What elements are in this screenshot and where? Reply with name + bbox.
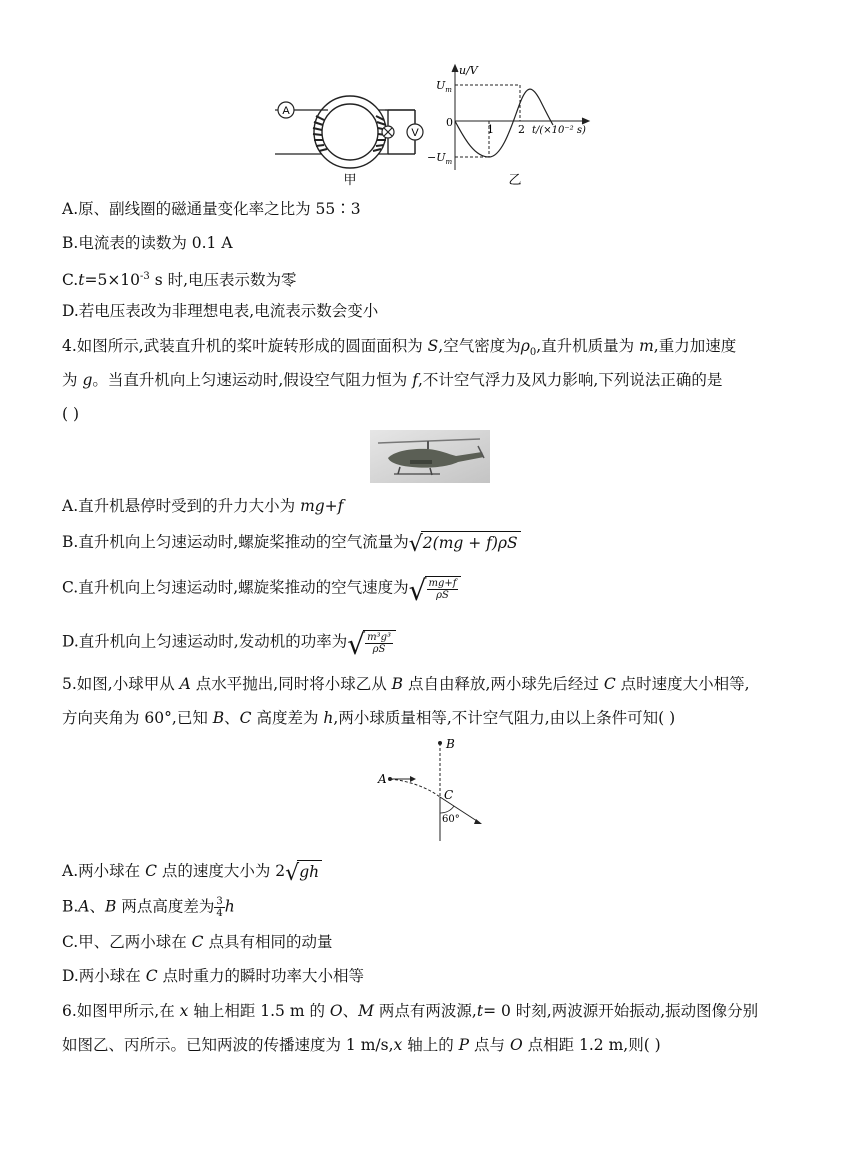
figure-yi-label: 乙: [508, 173, 522, 188]
neg-um-label: $-U_m$: [427, 151, 453, 166]
q6-stem-line1: 6.如图甲所示,在 x 轴上相距 1.5 m 的 O、M 两点有两波源,t= 0 时刻,两波源开始振动,振动图像分别: [62, 1002, 759, 1020]
q5-option-b: B.A、B 两点高度差为 $\frac{3}{4}$ h: [62, 896, 235, 919]
point-c-label: C: [444, 788, 454, 802]
q4-stem-line2: 为 g。当直升机向上匀速运动时,假设空气阻力恒为 f,不计空气浮力及风力影响,下列说法正确的是: [62, 371, 723, 389]
q3-option-a: A.原、副线圈的磁通量变化率之比为 55∶3: [62, 200, 361, 218]
q5-option-a: A.两小球在 C 点的速度大小为 2√gh: [62, 860, 322, 884]
q4-stem-line1: 4.如图所示,武装直升机的桨叶旋转形成的圆面面积为 S,空气密度为$\rho_0$,直升机质量为 m,重力加速度: [62, 337, 737, 359]
point-b-label: B: [446, 737, 455, 751]
q5-stem-line1: 5.如图,小球甲从 A 点水平抛出,同时将小球乙从 B 点自由释放,两小球先后经过 C 点时速度大小相等,: [62, 675, 750, 693]
t-axis-label: t/(×10⁻² s): [532, 125, 586, 136]
q3-option-c: $C.t=5\times 10^{-3}$ s 时,电压表示数为零: [62, 271, 297, 290]
transformer-figure: [270, 60, 600, 190]
angle-label: 60°: [442, 814, 460, 825]
q4-option-b: B.直升机向上匀速运动时,螺旋桨推动的空气流量为√2(mg + f)ρS: [62, 531, 521, 555]
tick-1: 1: [487, 123, 494, 136]
tick-2: 2: [518, 123, 525, 136]
q6-stem-line2: 如图乙、丙所示。已知两波的传播速度为 1 m/s,x 轴上的 P 点与 O 点相距 1.2 m,则( ): [62, 1036, 661, 1054]
um-label: $U_m$: [436, 79, 452, 94]
q4-option-d: D.直升机向上匀速运动时,发动机的功率为√ $\frac{\text{m³g³}}{\rho S}$: [62, 630, 396, 655]
ammeter-label: A: [282, 105, 290, 117]
q4-option-a: A.直升机悬停时受到的升力大小为 mg+f: [62, 497, 344, 515]
q3-option-d: D.若电压表改为非理想电表,电流表示数会变小: [62, 302, 379, 320]
q5-stem-line2: 方向夹角为 60°,已知 B、C 高度差为 h,两小球质量相等,不计空气阻力,由以上条件可知( ): [62, 709, 676, 727]
q5-option-d: D.两小球在 C 点时重力的瞬时功率大小相等: [62, 967, 365, 985]
u-axis-label: u/V: [459, 64, 478, 77]
q4-option-c: C.直升机向上匀速运动时,螺旋桨推动的空气速度为√ $\frac{mg+f}{\rho S}$: [62, 576, 461, 601]
point-a-label: A: [378, 772, 387, 786]
voltmeter-label: V: [411, 127, 419, 139]
q4-answer-bracket: ( ): [62, 405, 80, 423]
q5-option-c: C.甲、乙两小球在 C 点具有相同的动量: [62, 933, 333, 951]
projectile-figure: [370, 735, 495, 845]
origin-label: 0: [446, 116, 453, 129]
figure-jia-label: 甲: [343, 173, 357, 188]
helicopter-image: [370, 430, 490, 483]
q3-option-b: B.电流表的读数为 0.1 A: [62, 234, 233, 252]
